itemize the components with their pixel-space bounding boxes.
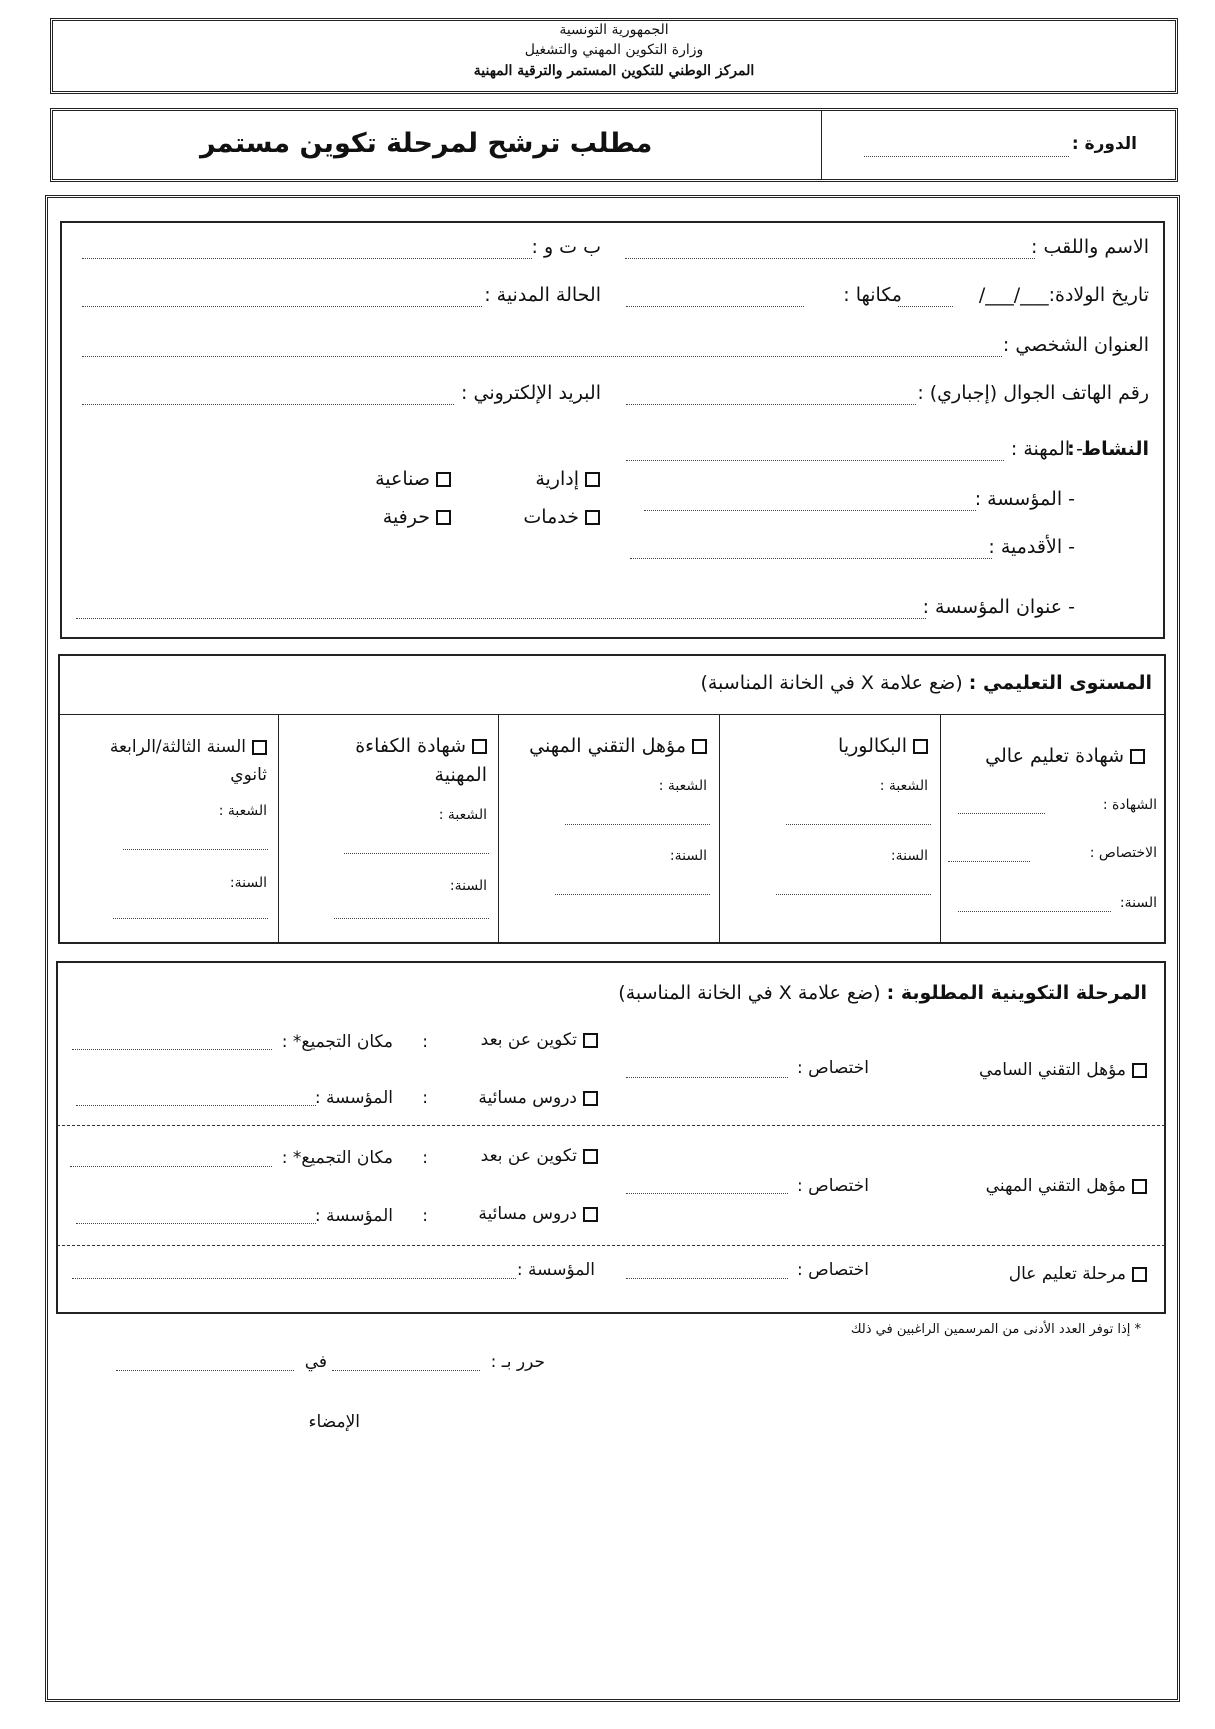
- edu-higher[interactable]: [985, 745, 1145, 767]
- stage-btp-spec-field[interactable]: [626, 1193, 788, 1194]
- company-label: - المؤسسة :: [974, 488, 1075, 510]
- stage-btp-distance-label: تكوين عن بعد: [480, 1146, 577, 1166]
- mobile-label: رقم الهاتف الجوال (إجباري) :: [917, 382, 1149, 404]
- stage-option-bts[interactable]: [979, 1060, 1147, 1080]
- checkbox-bac[interactable]: [913, 739, 928, 754]
- job-label: - المهنة :: [1010, 438, 1083, 460]
- edu-higher-degree-label: الشهادة :: [1102, 797, 1157, 813]
- checkbox-admin[interactable]: [585, 472, 600, 487]
- date-on-label: في: [304, 1352, 327, 1372]
- edu-bac-branch-field[interactable]: [786, 824, 931, 825]
- edu-cap-branch-label: الشعبة :: [438, 807, 487, 823]
- stage-btp-institution-field[interactable]: [76, 1223, 316, 1224]
- edu-divider-3: [498, 715, 499, 943]
- email-field[interactable]: [82, 404, 454, 405]
- edu-higher-year-field[interactable]: [958, 911, 1111, 912]
- edu-higher-spec-field[interactable]: [948, 861, 1030, 862]
- edu-cap-year-field[interactable]: [334, 918, 489, 919]
- stage-bts-spec-label: اختصاص :: [797, 1058, 869, 1078]
- sector-admin[interactable]: [535, 468, 600, 490]
- stage-higher-institution-field[interactable]: [72, 1278, 516, 1279]
- stage-title: [618, 982, 1147, 1004]
- sector-services[interactable]: [523, 506, 600, 528]
- stage-bts-colon-2: :: [422, 1088, 428, 1108]
- edu-higher-degree-field[interactable]: [958, 813, 1045, 814]
- edu-secondary-branch-field[interactable]: [123, 849, 268, 850]
- checkbox-btp[interactable]: [692, 739, 707, 754]
- company-address-field[interactable]: [76, 618, 926, 619]
- education-section: [58, 654, 1166, 944]
- edu-btp-branch-label: الشعبة :: [658, 778, 707, 794]
- stage-separator-2: [57, 1245, 1165, 1246]
- stage-bts-place-label: مكان التجميع* :: [281, 1032, 393, 1052]
- edu-btp-title: مؤهل التقني المهني: [529, 735, 686, 757]
- company-field[interactable]: [644, 510, 976, 511]
- edu-secondary-year-label: السنة:: [229, 875, 267, 891]
- stage-bts-institution-field[interactable]: [76, 1105, 316, 1106]
- checkbox-bts[interactable]: [1132, 1063, 1147, 1078]
- civil-status-label: الحالة المدنية :: [484, 284, 601, 306]
- cin-field[interactable]: [82, 258, 532, 259]
- stage-btp-evening-label: دروس مسائية: [478, 1204, 577, 1224]
- checkbox-bts-evening[interactable]: [583, 1091, 598, 1106]
- stage-btp-distance[interactable]: [481, 1146, 598, 1166]
- header-republic: الجمهورية التونسية: [559, 22, 669, 38]
- form-title: مطلب ترشح لمرحلة تكوين مستمر: [200, 128, 653, 159]
- header-center: المركز الوطني للتكوين المستمر والترقية المهنية: [473, 63, 755, 79]
- edu-btp-branch-field[interactable]: [565, 824, 710, 825]
- stage-higher-spec-label: اختصاص :: [797, 1260, 869, 1280]
- edu-cap-title2: المهنية: [434, 764, 487, 786]
- checkbox-stage-btp[interactable]: [1132, 1179, 1147, 1194]
- birth-year-field[interactable]: [898, 306, 953, 307]
- stage-btp-spec-label: اختصاص :: [797, 1176, 869, 1196]
- address-field[interactable]: [82, 356, 1002, 357]
- stage-hint: (ضع علامة X في الخانة المناسبة): [618, 982, 881, 1004]
- name-label: الاسم واللقب :: [1031, 236, 1149, 258]
- stage-bts-spec-field[interactable]: [626, 1077, 788, 1078]
- edu-btp-year-field[interactable]: [555, 894, 710, 895]
- stage-btp-institution-label: المؤسسة :: [314, 1206, 393, 1226]
- stage-btp-evening[interactable]: [478, 1204, 598, 1224]
- edu-cap-branch-field[interactable]: [344, 853, 489, 854]
- stage-title-text: المرحلة التكوينية المطلوبة :: [886, 982, 1147, 1004]
- stage-btp-colon-2: :: [422, 1206, 428, 1226]
- education-header-divider: [58, 714, 1166, 715]
- edu-secondary-branch-label: الشعبة :: [218, 803, 267, 819]
- written-by-field[interactable]: [332, 1370, 480, 1371]
- birth-place-label: مكانها :: [843, 284, 902, 306]
- company-address-label: - عنوان المؤسسة :: [922, 596, 1075, 618]
- edu-bac-year-field[interactable]: [776, 894, 931, 895]
- stage-bts-evening-label: دروس مسائية: [478, 1088, 577, 1108]
- email-label: البريد الإلكتروني :: [461, 382, 601, 404]
- civil-status-field[interactable]: [82, 306, 482, 307]
- session-label: الدورة :: [1071, 134, 1137, 154]
- education-title: [700, 672, 1152, 694]
- edu-btp-year-label: السنة:: [669, 848, 707, 864]
- sector-industrial-label: صناعية: [375, 468, 430, 490]
- stage-higher-spec-field[interactable]: [626, 1278, 788, 1279]
- edu-btp[interactable]: [529, 735, 707, 757]
- checkbox-btp-distance[interactable]: [583, 1149, 598, 1164]
- sector-crafts-label: حرفية: [382, 506, 430, 528]
- edu-secondary[interactable]: [110, 737, 267, 757]
- stage-higher-institution-label: المؤسسة :: [516, 1260, 595, 1280]
- address-label: العنوان الشخصي :: [1002, 334, 1149, 356]
- header-ministry: وزارة التكوين المهني والتشغيل: [524, 42, 704, 58]
- stage-higher-label: مرحلة تعليم عال: [1008, 1264, 1126, 1284]
- name-field[interactable]: [625, 258, 1035, 259]
- stage-bts-distance-label: تكوين عن بعد: [480, 1030, 577, 1050]
- edu-cap-title: شهادة الكفاءة: [355, 735, 466, 757]
- checkbox-higher-edu[interactable]: [1130, 749, 1145, 764]
- stage-btp-place-label: مكان التجميع* :: [281, 1148, 393, 1168]
- stage-option-btp[interactable]: [986, 1176, 1147, 1196]
- edu-secondary-title2: ثانوي: [230, 765, 267, 785]
- education-title-text: المستوى التعليمي :: [968, 672, 1152, 694]
- stage-bts-colon-1: :: [422, 1032, 428, 1052]
- edu-divider-4: [278, 715, 279, 943]
- stage-bts-place-field[interactable]: [72, 1049, 272, 1050]
- edu-bac-title: البكالوريا: [838, 735, 907, 757]
- checkbox-stage-higher[interactable]: [1132, 1267, 1147, 1282]
- edu-cap-year-label: السنة:: [449, 878, 487, 894]
- stage-bts-evening[interactable]: [478, 1088, 598, 1108]
- activity-label: النشاط :: [1067, 438, 1149, 460]
- signature-label: الإمضاء: [308, 1412, 360, 1432]
- sector-services-label: خدمات: [523, 506, 579, 528]
- edu-higher-year-label: السنة:: [1119, 895, 1157, 911]
- education-hint: (ضع علامة X في الخانة المناسبة): [700, 672, 963, 694]
- stage-option-higher[interactable]: [1009, 1264, 1147, 1284]
- checkbox-secondary[interactable]: [252, 740, 267, 755]
- checkbox-btp-evening[interactable]: [583, 1207, 598, 1222]
- written-by-label: حرر بـ :: [490, 1352, 545, 1372]
- job-field[interactable]: [626, 460, 1004, 461]
- checkbox-services[interactable]: [585, 510, 600, 525]
- sector-industrial[interactable]: [375, 468, 451, 490]
- edu-divider-1: [940, 715, 941, 943]
- mobile-field[interactable]: [626, 404, 916, 405]
- seniority-field[interactable]: [630, 558, 992, 559]
- stage-btp-colon-1: :: [422, 1148, 428, 1168]
- edu-bac[interactable]: [838, 735, 928, 757]
- birth-label: تاريخ الولادة:___/___/: [978, 284, 1149, 306]
- edu-higher-title: شهادة تعليم عالي: [985, 745, 1124, 767]
- checkbox-bts-distance[interactable]: [583, 1033, 598, 1048]
- edu-divider-2: [719, 715, 720, 943]
- stage-btp-label: مؤهل التقني المهني: [985, 1176, 1126, 1196]
- seniority-label: - الأقدمية :: [988, 536, 1075, 558]
- session-field[interactable]: [864, 156, 1069, 157]
- edu-cap[interactable]: [355, 735, 487, 757]
- edu-secondary-year-field[interactable]: [113, 918, 268, 919]
- birth-place-field[interactable]: [626, 306, 804, 307]
- edu-bac-branch-label: الشعبة :: [879, 778, 928, 794]
- sector-admin-label: إدارية: [535, 468, 579, 490]
- checkbox-industrial[interactable]: [436, 472, 451, 487]
- edu-bac-year-label: السنة:: [890, 848, 928, 864]
- stage-bts-institution-label: المؤسسة :: [314, 1088, 393, 1108]
- date-field[interactable]: [116, 1370, 294, 1371]
- sector-crafts[interactable]: [383, 506, 451, 528]
- stage-bts-label: مؤهل التقني السامي: [979, 1060, 1126, 1080]
- checkbox-crafts[interactable]: [436, 510, 451, 525]
- edu-secondary-title: السنة الثالثة/الرابعة: [109, 737, 246, 757]
- cin-label: ب ت و :: [531, 236, 601, 258]
- title-divider: [821, 110, 822, 180]
- footnote: * إذا توفر العدد الأدنى من المرسمين الراغبين في ذلك: [850, 1322, 1141, 1337]
- stage-btp-place-field[interactable]: [70, 1166, 272, 1167]
- edu-higher-spec-label: الاختصاص :: [1089, 845, 1157, 861]
- stage-bts-distance[interactable]: [481, 1030, 598, 1050]
- stage-separator-1: [57, 1125, 1165, 1126]
- stage-section: [56, 961, 1166, 1314]
- checkbox-cap[interactable]: [472, 739, 487, 754]
